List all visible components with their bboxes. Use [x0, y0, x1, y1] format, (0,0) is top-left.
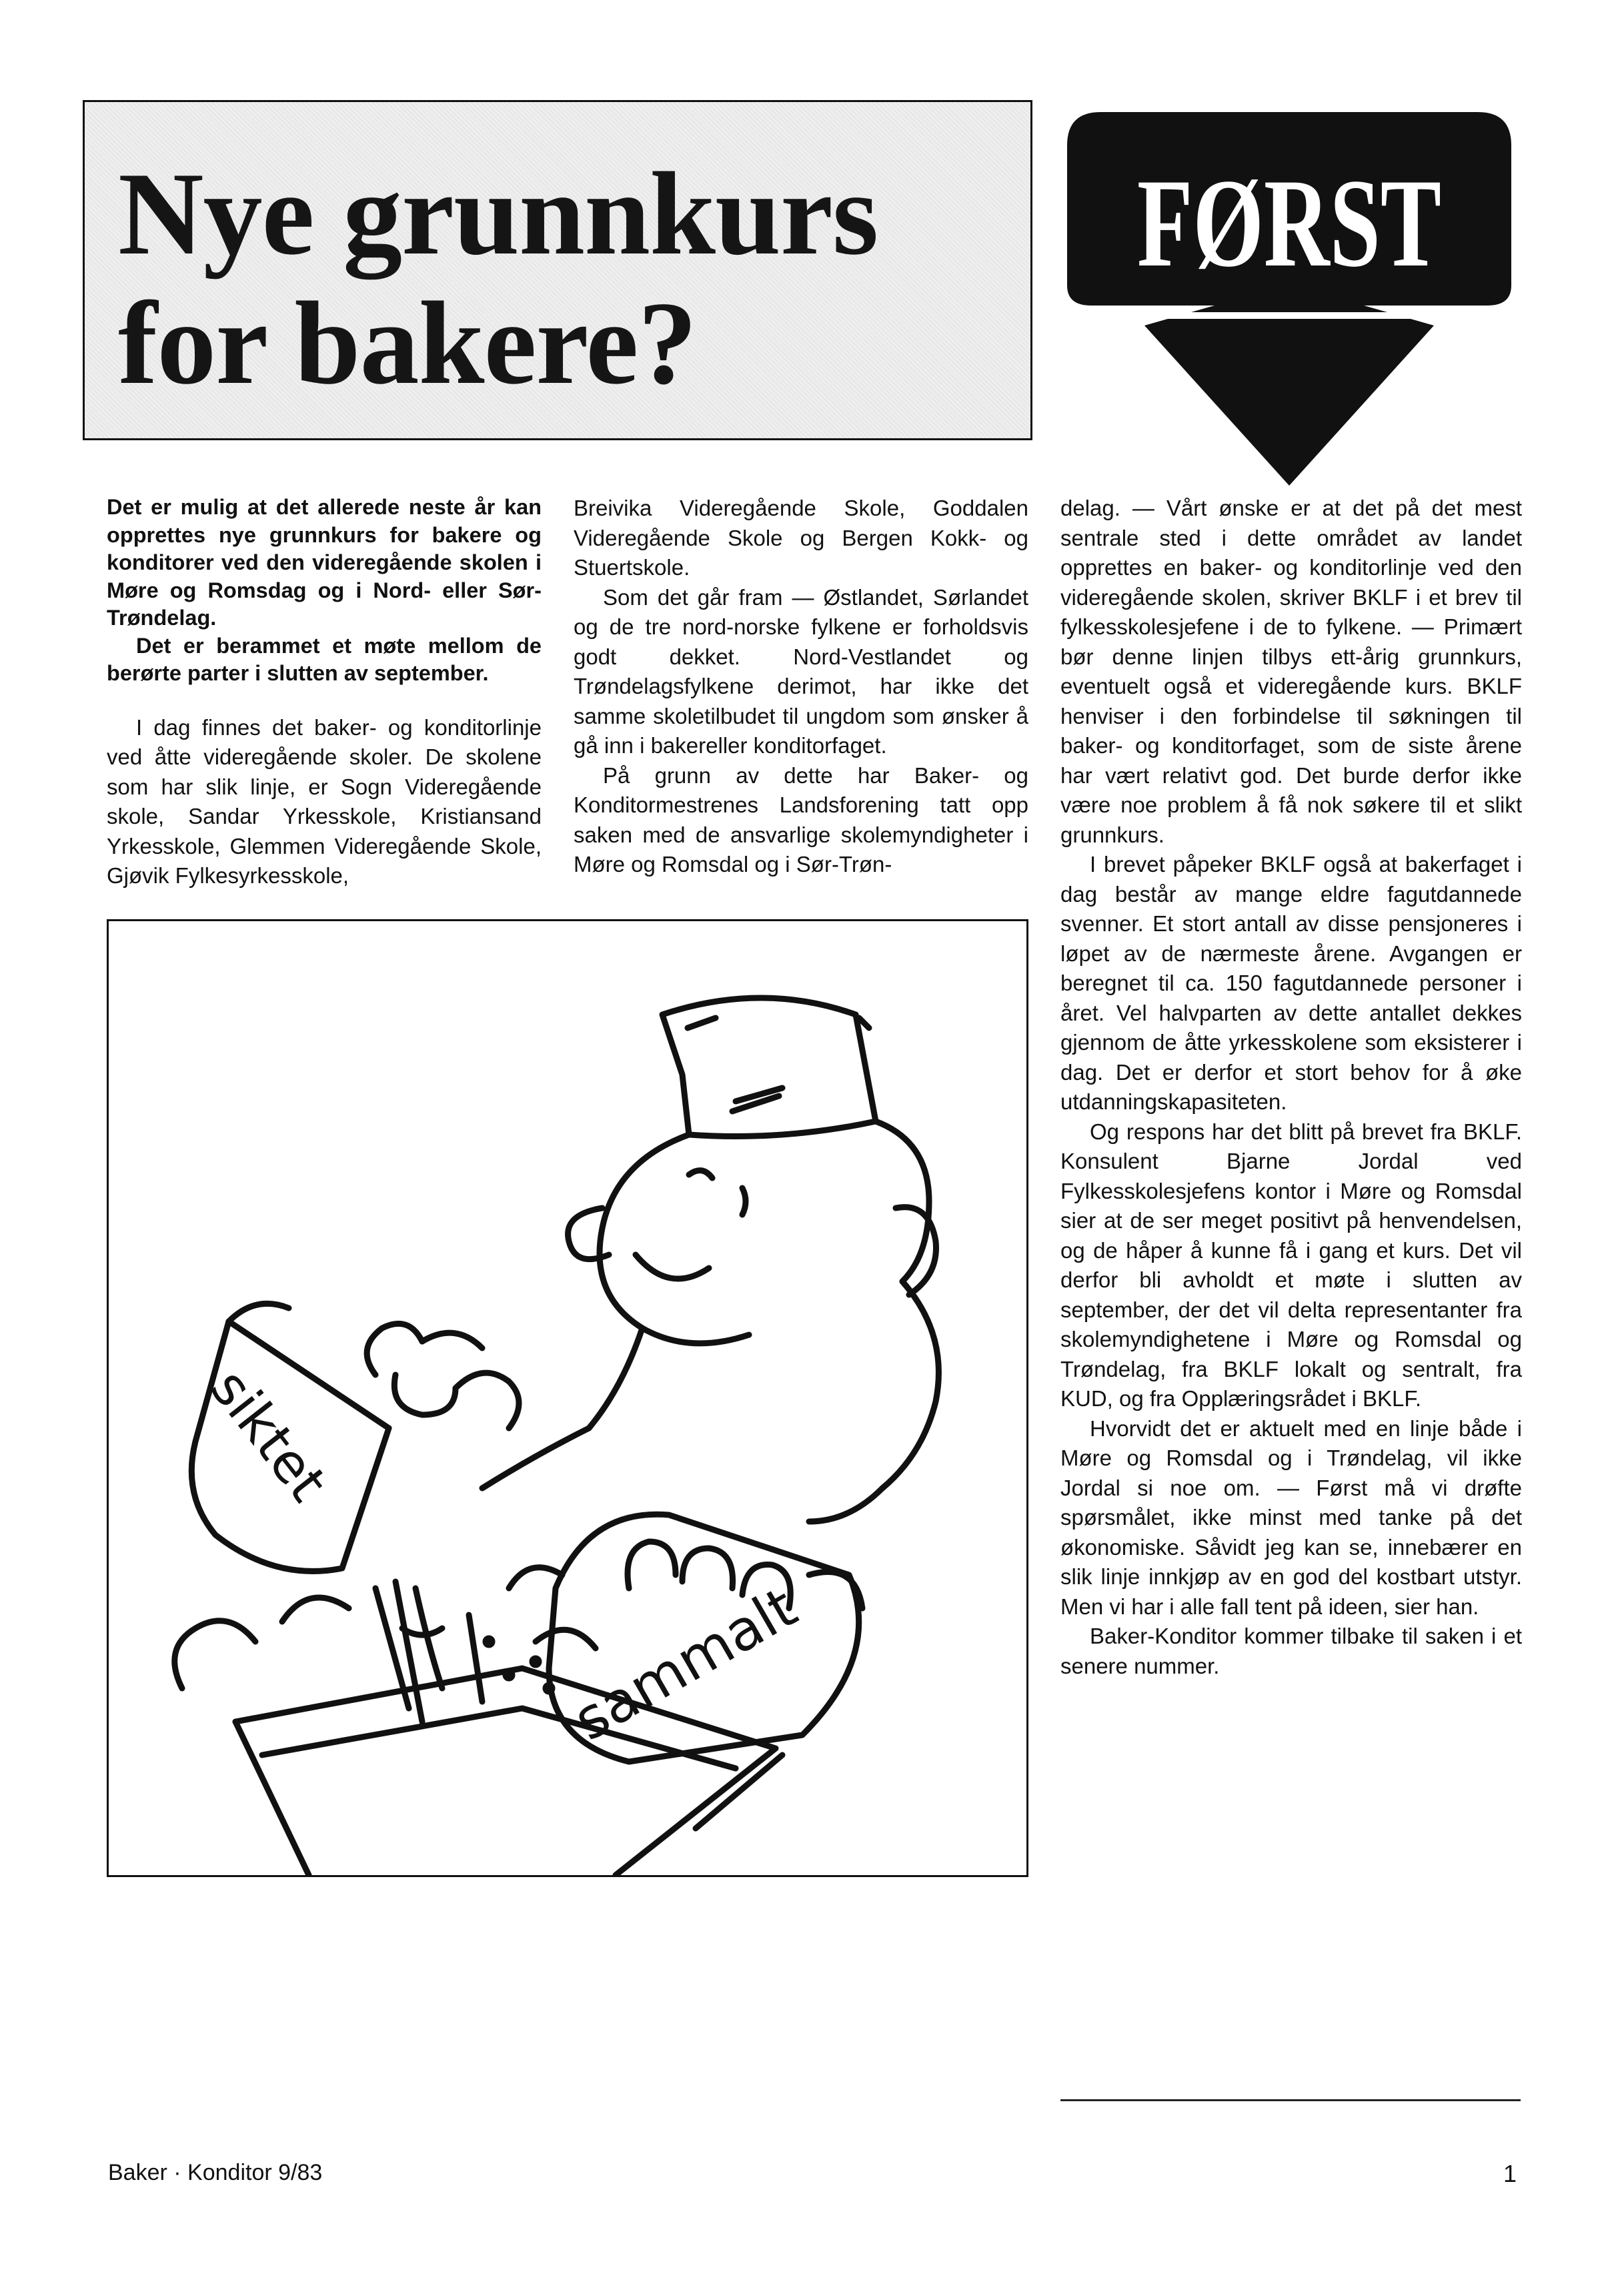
- headline-line-1: Nye grunnkurs: [118, 147, 878, 279]
- body-paragraph: På grunn av dette har Baker- og Konditormestrenes Landsforening tatt opp saken med de ansvarlige skolemyndigheter i Møre og Romsdal og i Sør-Trøn-: [574, 762, 1028, 877]
- lead-paragraph-1: Det er mulig at det allerede neste år kan opprettes nye grunnkurs for bakere og konditorer ved den videregående skolen i Møre og Romsdag og i Nord- eller Sør-Trøndelag.: [107, 495, 542, 630]
- footer-rule: [1060, 2099, 1521, 2101]
- body-paragraph: delag. — Vårt ønske er at det på det mest sentrale sted i dette området av landet opprettes en baker- og konditorlinje ved den videregående skolen, skriver BKLF i et brev til fylkesskolesjefene i de to fylkene. — Primært bør denne linjen tilbys ett-årig grunnkurs, eventuelt også et videregående kurs. BKLF henviser i den forbindelse til søkningen til baker- og konditorfaget, som de siste årene har vært relativt god. Det burde derfor ikke være noe problem å få nok søkere til et slikt grunnkurs.: [1060, 496, 1522, 847]
- body-paragraph: Som det går fram — Østlandet, Sørlandet og de tre nord-norske fylkene er forholdsvis godt dekket. Nord-Vestlandet og Trøndelagsfylkene derimot, har ikke det samme skoletilbudet til ungdom som ønsker å gå inn i bakereller konditorfaget.: [574, 584, 1028, 758]
- headline-box: [83, 100, 1032, 440]
- page-number: 1: [1503, 2160, 1517, 2187]
- forst-logo-text: FØRST: [1136, 152, 1442, 294]
- baker-cartoon-illustration: [107, 919, 1028, 1877]
- headline-line-2: for bakere?: [118, 277, 697, 409]
- column-3: [1060, 494, 1522, 1681]
- body-paragraph: Breivika Videregående Skole, Goddalen Videregående Skole og Bergen Kokk- og Stuertskole.: [574, 496, 1028, 580]
- body-paragraph: I dag finnes det baker- og konditorlinje ved åtte videregående skoler. De skolene som har slik linje, er Sogn Videregående skole, Sandar Yrkesskole, Kristiansand Yrkesskole, Glemmen Videregående Skole, Gjøvik Fylkesyrkesskole,: [107, 714, 542, 888]
- body-paragraph: Hvorvidt det er aktuelt med en linje både i Møre og Romsdal og i Trøndelag, vil ikke Jordal si noe om. — Først må vi drøfte spørsmålet, ikke minst med tanke på det økonomiske. Såvidt jeg kan se, innebærer en slik linje innkjøp av en god del kostbart utstyr. Men vi har i alle fall tent på ideen, sier han.: [1060, 1415, 1522, 1619]
- footer-publication: Baker · Konditor 9/83: [108, 2160, 323, 2185]
- body-paragraph: Og respons har det blitt på brevet fra BKLF. Konsulent Bjarne Jordal ved Fylkesskolesjefens kontor i Møre og Romsdal sier at de ser meget positivt på henvendelsen, og de håper å kunne få i gang et kurs. Det vil derfor bli avholdt et møte i slutten av september, der det vil delta representanter fra skolemyndighetene i Møre og Romsdal og Trøndelag, fra BKLF lokalt og sentralt, fra KUD, og fra Opplæringsrådet i BKLF.: [1060, 1119, 1522, 1411]
- column-2: [574, 494, 1028, 880]
- forst-arrow-logo: [1060, 105, 1518, 491]
- column-1: [107, 494, 542, 891]
- lead-paragraph-2: Det er berammet et møte mellom de berørte parter i slutten av september.: [107, 633, 542, 685]
- siktet-bag-label: siktet: [199, 1357, 339, 1513]
- sammalt-bag-label: sammalt: [563, 1574, 808, 1754]
- body-paragraph: Baker-Konditor kommer tilbake til saken i et senere nummer.: [1060, 1624, 1522, 1678]
- body-paragraph: I brevet påpeker BKLF også at bakerfaget i dag består av mange eldre fagutdannede svenner. Et stort antall av disse pensjoneres i løpet av de nærmeste årene. Avgangen er beregnet til ca. 150 fagutdannede personer i året. Vel halvparten av dette antallet dekkes gjennom de åtte yrkesskolene som eksisterer i dag. Det er derfor et stort behov for å øke utdanningskapasiteten.: [1060, 852, 1522, 1114]
